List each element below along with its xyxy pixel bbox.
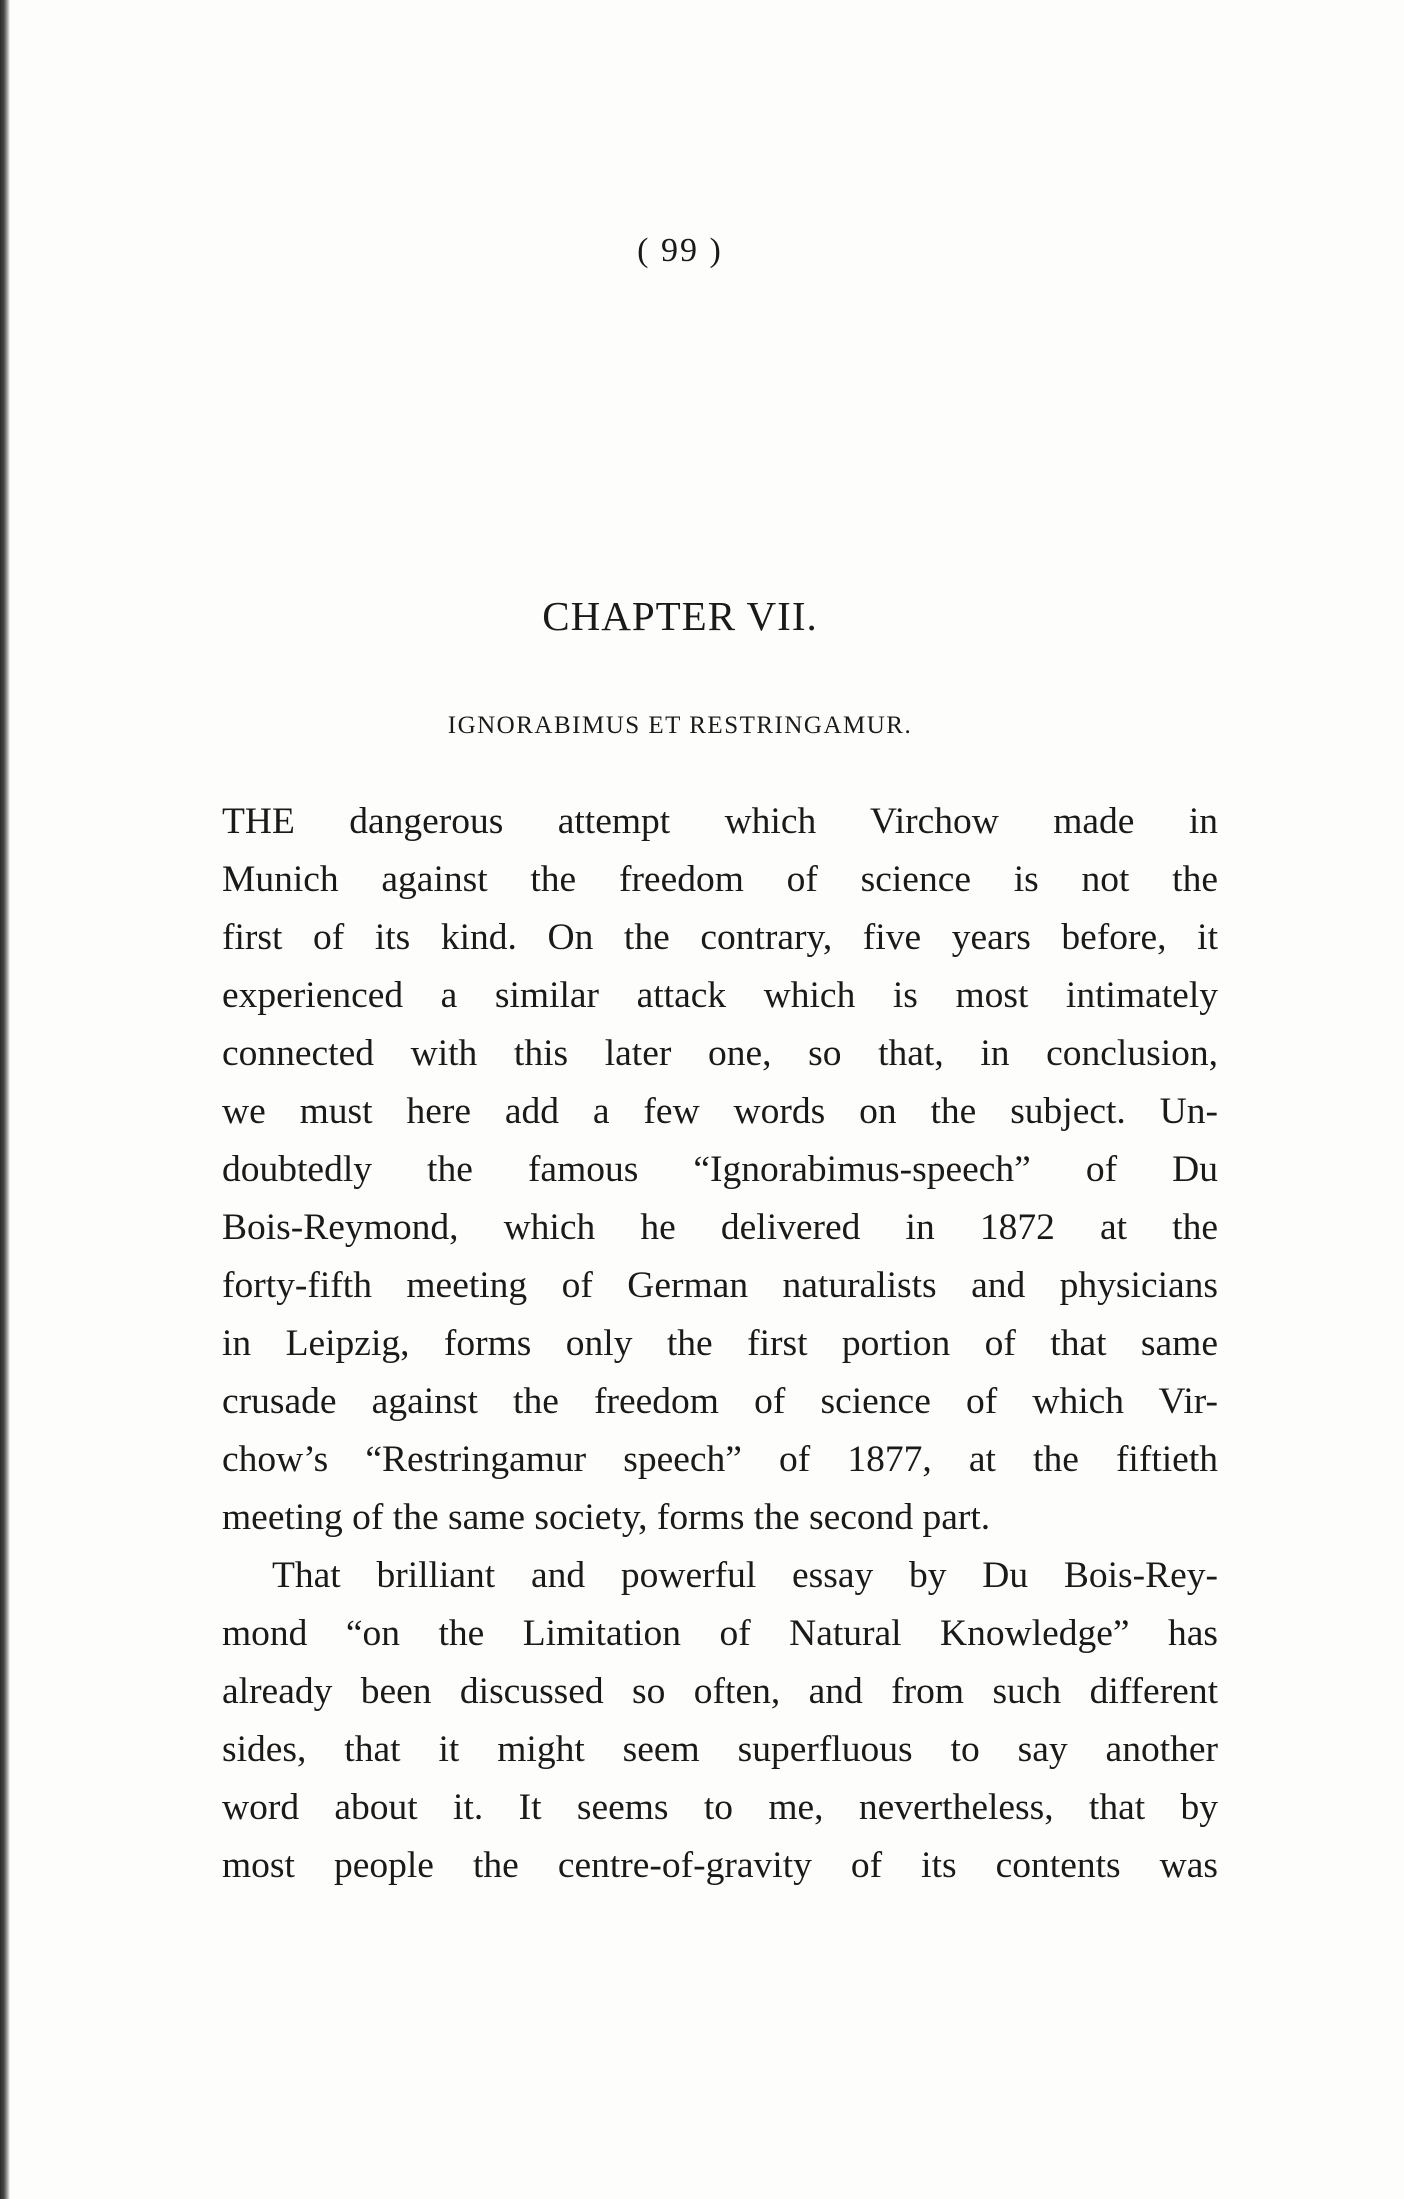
body-text [222,793,1218,1895]
text-line: we must here add a few words on the subject. Un- [222,1091,1218,1132]
page-binding-edge [0,0,10,2199]
text-line: meeting of the same society, forms the second part. [222,1497,991,1538]
text-line: doubtedly the famous “Ignorabimus-speech” of Du [222,1149,1218,1190]
text-line: already been discussed so often, and from such different [222,1671,1218,1712]
text-line: THE dangerous attempt which Virchow made in [222,801,1218,842]
text-line: mond “on the Limitation of Natural Knowledge” has [222,1613,1218,1654]
text-line: most people the centre-of-gravity of its contents was [222,1845,1218,1886]
text-line: crusade against the freedom of science of which Vir- [222,1381,1218,1422]
text-line: chow’s “Restringamur speech” of 1877, at the fiftieth [222,1439,1218,1480]
text-line: in Leipzig, forms only the first portion of that same [222,1323,1218,1364]
text-line: first of its kind. On the contrary, five years before, it [222,917,1218,958]
text-line: word about it. It seems to me, nevertheless, that by [222,1787,1218,1828]
paragraph-1 [222,793,1218,1547]
text-line: forty-fifth meeting of German naturalists and physicians [222,1265,1218,1306]
chapter-subtitle: IGNORABIMUS ET RESTRINGAMUR. [447,712,913,739]
chapter-title: CHAPTER VII. [542,593,818,639]
text-line: sides, that it might seem superfluous to say another [222,1729,1218,1770]
text-line: That brilliant and powerful essay by Du Bois-Rey- [272,1555,1218,1596]
text-line: experienced a similar attack which is most intimately [222,975,1218,1016]
text-line: Bois-Reymond, which he delivered in 1872 at the [222,1207,1218,1248]
text-line: connected with this later one, so that, in conclusion, [222,1033,1218,1074]
paragraph-2 [222,1547,1218,1895]
text-line: Munich against the freedom of science is not the [222,859,1218,900]
page-number: ( 99 ) [637,232,723,269]
